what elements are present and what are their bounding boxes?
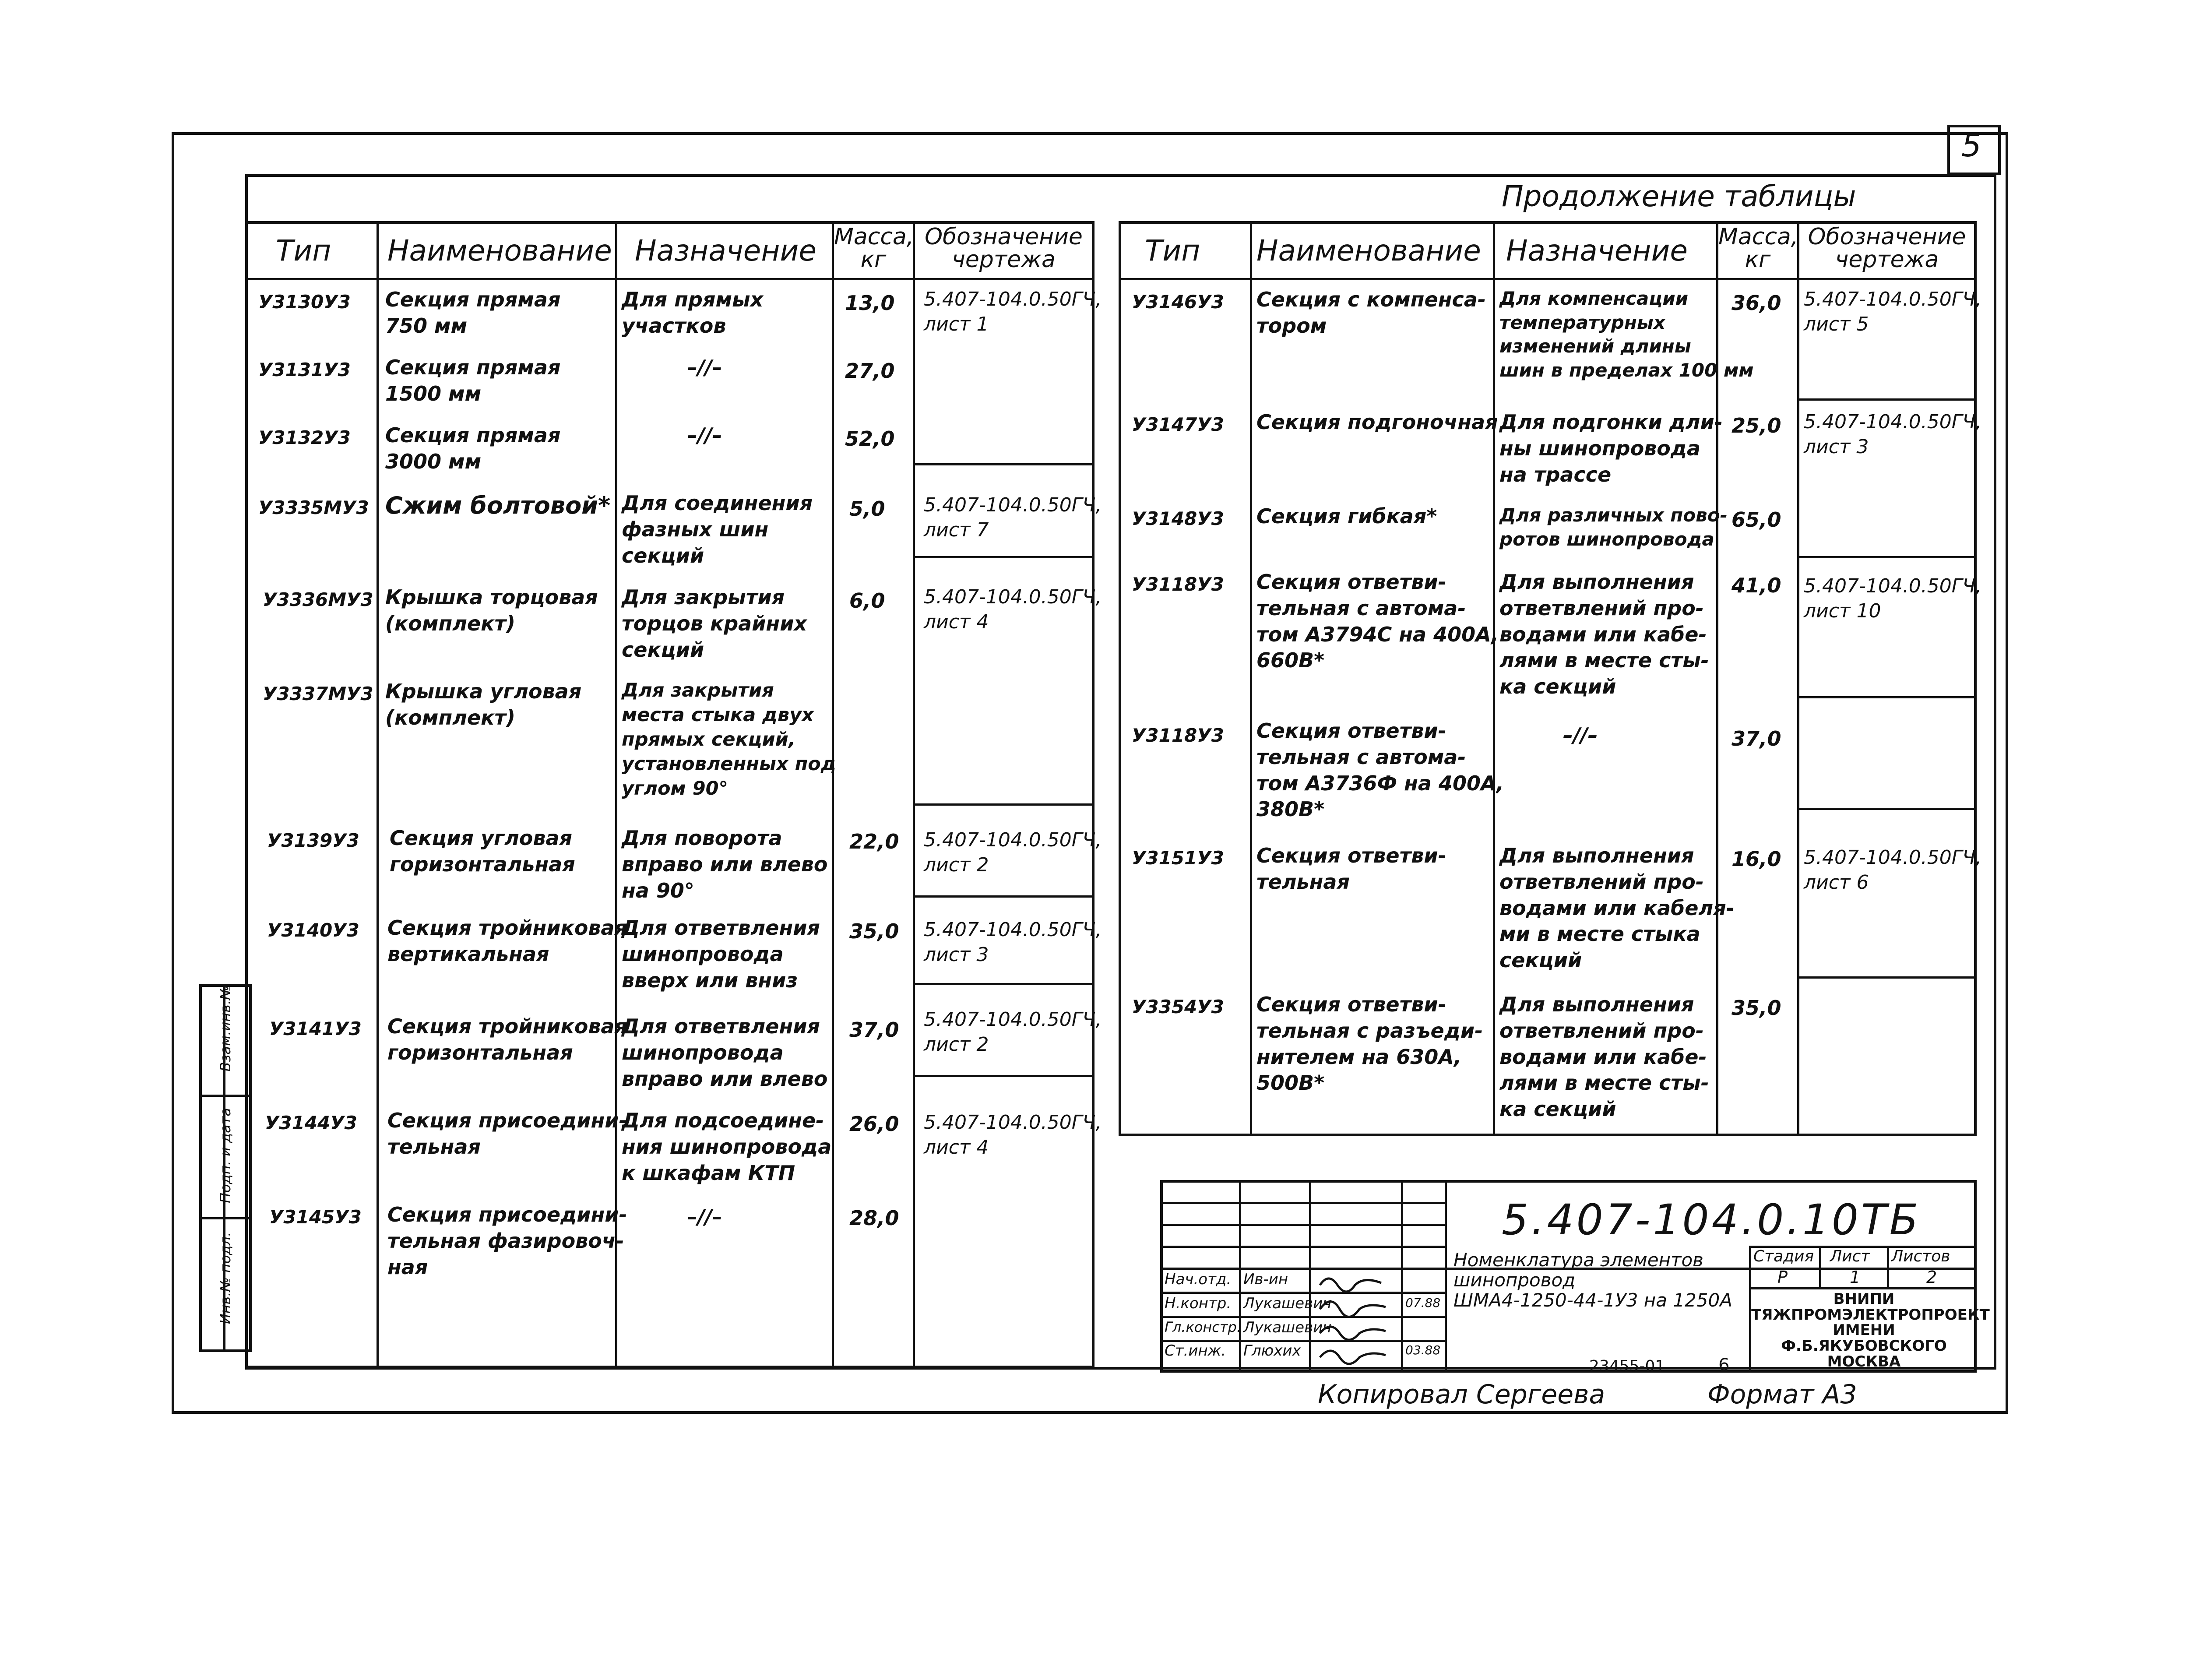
purpose-cell: Для ответвления шинопровода вверх или вниз	[622, 916, 820, 992]
copied-by: Копировал Сергеева	[1318, 1379, 1605, 1410]
type-cell: У3354У3	[1132, 996, 1224, 1018]
name-cell: Сжим болтовой*	[385, 492, 611, 519]
signer-date-3: 03.88	[1405, 1343, 1441, 1357]
sheets-label: Листов	[1891, 1247, 1950, 1265]
type-cell: У3132У3	[258, 427, 351, 448]
name-cell: Секция прямая 3000 мм	[385, 423, 561, 473]
mass-cell: 52,0	[845, 427, 895, 451]
signer-name-1: Лукашевич	[1243, 1295, 1332, 1312]
purpose-cell: –//–	[687, 356, 722, 379]
mass-cell: 36,0	[1731, 291, 1781, 315]
stage-label: Стадия	[1753, 1247, 1814, 1265]
type-cell: У3130У3	[258, 291, 351, 313]
purpose-cell: Для закрытия места стыка двух прямых секций, установленных под углом 90°	[622, 680, 836, 799]
signer-date-1: 07.88	[1405, 1296, 1441, 1310]
type-cell: У3151У3	[1132, 847, 1224, 869]
left-header-name: Наименование	[387, 234, 612, 268]
name-cell: Секция тройниковая горизонтальная	[387, 1014, 628, 1064]
right-header-name: Наименование	[1256, 234, 1481, 268]
mass-cell: 22,0	[849, 830, 899, 853]
type-cell: У3148У3	[1132, 508, 1224, 529]
left-header-drawing: Обозначение чертежа	[925, 224, 1083, 273]
purpose-cell: Для ответвления шинопровода вправо или влево	[622, 1014, 828, 1091]
stage-value: Р	[1777, 1268, 1788, 1287]
left-header-mass: Масса, кг	[834, 224, 914, 273]
mass-cell: 6,0	[849, 589, 885, 613]
drawing-cell: 5.407-104.0.50ГЧ, лист 5	[1804, 288, 1982, 336]
name-cell: Секция прямая 750 мм	[385, 288, 561, 338]
mass-cell: 35,0	[1731, 996, 1781, 1020]
purpose-cell: Для подсоедине- ния шинопровода к шкафам КТП	[622, 1109, 832, 1185]
type-cell: У3147У3	[1132, 414, 1224, 435]
type-cell: У3140У3	[267, 919, 359, 941]
type-cell: У3141У3	[269, 1018, 362, 1039]
mass-cell: 28,0	[849, 1206, 899, 1230]
mass-cell: 37,0	[849, 1018, 899, 1042]
type-cell: У3145У3	[269, 1206, 362, 1228]
signer-role-1: Н.контр.	[1165, 1295, 1232, 1312]
name-cell: Секция ответви- тельная	[1256, 844, 1446, 894]
drawing-cell: 5.407-104.0.50ГЧ, лист 2	[924, 829, 1102, 877]
purpose-cell: –//–	[1563, 723, 1598, 747]
name-cell: Секция присоедини- тельная	[387, 1109, 627, 1159]
signer-name-0: Ив-ин	[1243, 1271, 1288, 1288]
archive-page: 6	[1718, 1355, 1730, 1375]
mass-cell: 25,0	[1731, 414, 1781, 437]
drawing-cell: 5.407-104.0.50ГЧ, лист 7	[924, 494, 1102, 542]
doc-description: Номенклатура элементов шинопровод ШМА4-1250-44-1У3 на 1250А	[1453, 1249, 1732, 1311]
purpose-cell: Для выполнения ответвлений про- водами или кабе- лями в месте сты- ка секций	[1499, 570, 1709, 699]
name-cell: Секция прямая 1500 мм	[385, 356, 561, 405]
continuation-title: Продолжение таблицы	[1502, 180, 1856, 213]
signer-name-2: Лукашевич	[1243, 1319, 1332, 1336]
right-header-mass: Масса, кг	[1718, 224, 1798, 273]
name-cell: Секция тройниковая вертикальная	[387, 916, 628, 966]
name-cell: Секция угловая горизонтальная	[390, 826, 575, 876]
type-cell: У3335МУ3	[258, 497, 369, 518]
drawing-cell: 5.407-104.0.50ГЧ, лист 1	[924, 288, 1102, 336]
type-cell: У3118У3	[1132, 574, 1224, 595]
signer-role-0: Нач.отд.	[1165, 1271, 1232, 1288]
name-cell: Секция ответви- тельная с автома- том А3736Ф на 400А, 380В*	[1256, 719, 1504, 821]
signatures	[1311, 1268, 1401, 1373]
right-header-type: Тип	[1145, 234, 1200, 268]
mass-cell: 65,0	[1731, 508, 1781, 532]
mass-cell: 16,0	[1731, 847, 1781, 871]
name-cell: Секция гибкая*	[1256, 504, 1437, 528]
name-cell: Секция ответви- тельная с автома- том А3794С на 400А, 660В*	[1256, 570, 1499, 673]
purpose-cell: Для прямых участков	[622, 288, 764, 338]
name-cell: Секция присоедини- тельная фазировоч- ная	[387, 1203, 627, 1279]
drawing-cell: 5.407-104.0.50ГЧ, лист 4	[924, 1111, 1102, 1159]
purpose-cell: –//–	[687, 423, 722, 447]
sheet-label: Лист	[1830, 1247, 1870, 1265]
name-cell: Секция ответви- тельная с разъеди- нителем на 630А, 500В*	[1256, 993, 1483, 1095]
side-stamp-label-0: Взам.инв.№	[217, 985, 234, 1072]
left-header-purpose: Назначение	[635, 234, 817, 268]
sheets-value: 2	[1926, 1268, 1937, 1287]
type-cell: У3336МУ3	[263, 589, 373, 610]
page-number: 5	[1961, 127, 1981, 164]
signer-role-2: Гл.констр.	[1165, 1319, 1241, 1335]
mass-cell: 37,0	[1731, 727, 1781, 750]
drawing-cell: 5.407-104.0.50ГЧ, лист 3	[924, 919, 1102, 966]
doc-number: 5.407-104.0.10ТБ	[1502, 1195, 1921, 1244]
sheet-value: 1	[1850, 1268, 1861, 1287]
purpose-cell: Для поворота вправо или влево на 90°	[622, 826, 828, 902]
type-cell: У3118У3	[1132, 725, 1224, 746]
archive-number: 23455-01	[1589, 1357, 1665, 1375]
purpose-cell: Для различных пово- ротов шинопровода	[1499, 504, 1728, 550]
name-cell: Крышка угловая (комплект)	[385, 680, 582, 729]
mass-cell: 35,0	[849, 919, 899, 943]
purpose-cell: –//–	[687, 1205, 722, 1229]
type-cell: У3144У3	[265, 1112, 357, 1134]
drawing-cell: 5.407-104.0.50ГЧ, лист 2	[924, 1008, 1102, 1056]
mass-cell: 13,0	[845, 291, 895, 315]
name-cell: Секция с компенса- тором	[1256, 288, 1486, 338]
drawing-cell: 5.407-104.0.50ГЧ, лист 4	[924, 586, 1102, 634]
signer-name-3: Глюхих	[1243, 1342, 1301, 1359]
purpose-cell: Для соединения фазных шин секций	[622, 491, 813, 567]
purpose-cell: Для закрытия торцов крайних секций	[622, 585, 807, 662]
type-cell: У3146У3	[1132, 291, 1224, 313]
side-stamp-label-1: Подп. и дата	[217, 1108, 234, 1203]
type-cell: У3337МУ3	[263, 683, 373, 704]
right-header-purpose: Назначение	[1506, 234, 1688, 268]
left-header-type: Тип	[276, 234, 331, 268]
type-cell: У3131У3	[258, 359, 351, 380]
drawing-cell: 5.407-104.0.50ГЧ, лист 6	[1804, 846, 1982, 894]
right-header-drawing: Обозначение чертежа	[1808, 224, 1966, 273]
purpose-cell: Для выполнения ответвлений про- водами или кабе- лями в месте сты- ка секций	[1499, 993, 1709, 1121]
signer-role-3: Ст.инж.	[1165, 1342, 1226, 1359]
side-stamp-label-2: Инв.№ подл.	[217, 1232, 234, 1324]
type-cell: У3139У3	[267, 830, 359, 851]
purpose-cell: Для выполнения ответвлений про- водами или кабеля- ми в месте стыка секций	[1499, 844, 1735, 972]
format: Формат А3	[1707, 1379, 1857, 1410]
mass-cell: 5,0	[849, 497, 885, 521]
mass-cell: 27,0	[845, 359, 895, 383]
purpose-cell: Для подгонки дли- ны шинопровода на трассе	[1499, 410, 1723, 486]
drawing-cell: 5.407-104.0.50ГЧ, лист 10	[1804, 575, 1982, 623]
org-name: ВНИПИ ТЯЖПРОМЭЛЕКТРОПРОЕКТ ИМЕНИ Ф.Б.ЯКУБОВСКОГО МОСКВА	[1751, 1290, 1990, 1370]
purpose-cell: Для компенсации температурных изменений длины шин в пределах 100 мм	[1499, 288, 1754, 381]
name-cell: Крышка торцовая (комплект)	[385, 585, 598, 635]
mass-cell: 41,0	[1731, 574, 1781, 597]
name-cell: Секция подгоночная	[1256, 410, 1498, 434]
drawing-cell: 5.407-104.0.50ГЧ, лист 3	[1804, 411, 1982, 458]
mass-cell: 26,0	[849, 1112, 899, 1136]
